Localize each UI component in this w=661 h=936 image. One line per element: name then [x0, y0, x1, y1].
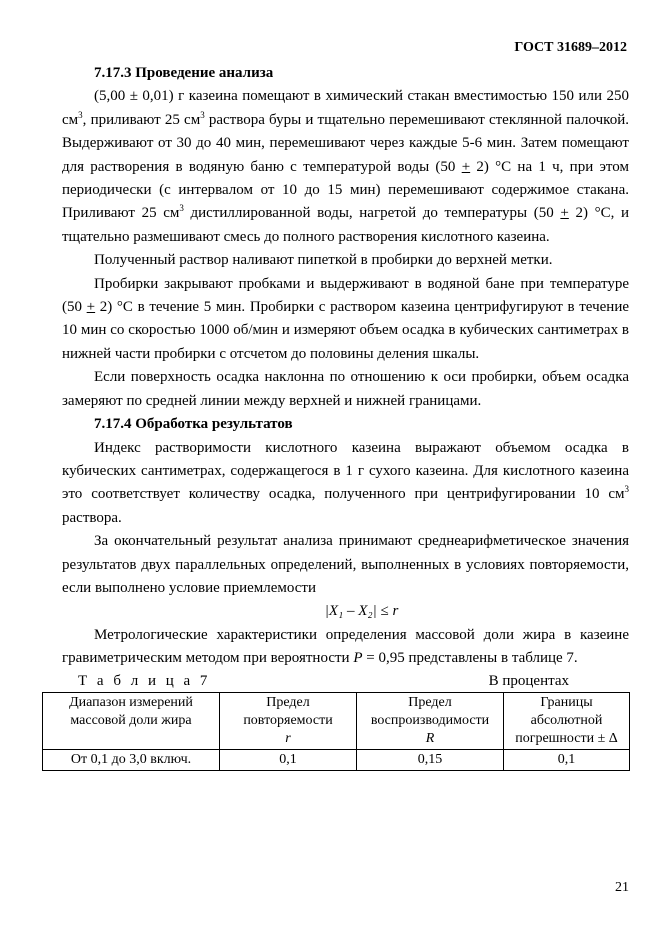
column-header: Диапазон измерений массовой доли жира	[43, 692, 220, 749]
table-cell: 0,15	[357, 749, 504, 770]
paragraph: Метрологические характеристики определения массовой доли жира в казеине гравиметрическим методом при вероятности P = 0,95 представлены в таблице 7.	[62, 626, 629, 667]
table-row	[43, 749, 630, 770]
paragraph: (5,00 ± 0,01) г казеина помещают в химический стакан вместимостью 150 или 250 $см^3$, приливают 25 $см^3$ раствора буры и тщательно перемешивают стеклянной палочкой. Выдерживают от 30 до 40 мин, перемешивают через каждые 5-6 мин. Затем помещают для растворения в водяную баню с температурой воды (50 + 2) °С на 1 ч, при этом периодически (с интервалом от 10 до 15 мин) перемешивают содержимое стакана. Приливают 25 $см^3$ дистиллированной воды, нагретой до температуры (50 + 2) °С, и тщательно размешивают смесь до полного растворения кислотного казеина.	[62, 88, 629, 245]
column-header: Предел воспроизводимости R	[357, 692, 504, 749]
page-number: 21	[615, 880, 629, 895]
section-heading-analysis: 7.17.3 Проведение анализа	[94, 65, 274, 81]
table-cell: От 0,1 до 3,0 включ.	[43, 749, 220, 770]
paragraph: Индекс растворимости кислотного казеина выражают объемом осадка в кубических сантиметрах, содержащегося в 1 г сухого казеина. Для кислотного казеина это соответствует количеству осадка, полученного при центрифугировании 10 $см^3$ раствора.	[62, 439, 629, 526]
table-header-row	[43, 692, 630, 749]
column-header: Предел повторяемости r	[220, 692, 357, 749]
table-caption: Т а б л и ц а 7	[78, 672, 211, 689]
paragraph: За окончательный результат анализа принимают среднеарифметическое значения результатов двух параллельных определений, выполненных в условиях повторяемости, если выполнено условие приемлемости	[62, 533, 629, 596]
column-header: Границы абсолютной погрешности ± Δ	[504, 692, 630, 749]
document-body	[62, 62, 629, 771]
table-cell: 0,1	[504, 749, 630, 770]
formula: |X₁ – X₂| ≤ r	[324, 603, 399, 620]
standard-header: ГОСТ 31689–2012	[514, 40, 627, 55]
paragraph: Полученный раствор наливают пипеткой в пробирки до верхней метки.	[94, 252, 553, 269]
paragraph: Пробирки закрывают пробками и выдерживают в водяной бане при температуре (50 + 2) °С в течение 5 мин. Пробирки с раствором казеина центрифугируют в течение 10 мин со скоростью 1000 об/мин и измеряют объем осадка в кубических сантиметрах в нижней части пробирки с отсчетом до половины деления шкалы.	[62, 275, 629, 362]
table-cell: 0,1	[220, 749, 357, 770]
table-caption-row	[62, 671, 629, 692]
paragraph: Если поверхность осадка наклонна по отношению к оси пробирки, объем осадка замеряют по средней линии между верхней и нижней границами.	[62, 369, 629, 409]
section-heading-results: 7.17.4 Обработка результатов	[94, 416, 293, 433]
metrology-table	[42, 692, 630, 771]
table-units: В процентах	[488, 672, 569, 689]
